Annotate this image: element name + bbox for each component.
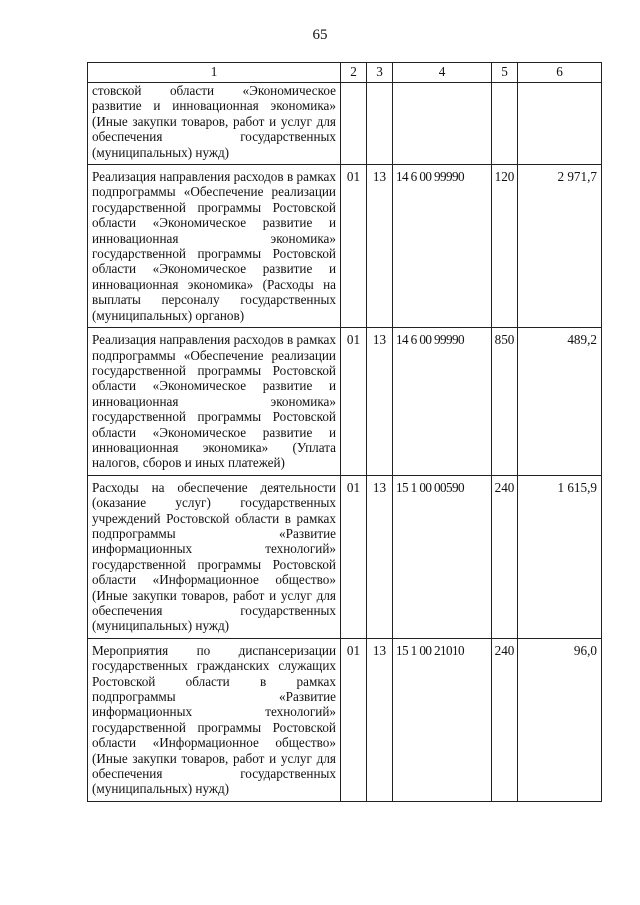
row-amount: 489,2	[518, 328, 602, 476]
row-subsection-code: 13	[367, 638, 393, 801]
row-target-article-code	[393, 83, 492, 165]
header-cell-2: 2	[341, 63, 367, 83]
row-section-code: 01	[341, 165, 367, 328]
budget-table	[87, 62, 602, 802]
table-row	[88, 638, 602, 801]
row-expense-type-code	[492, 83, 518, 165]
page-number: 65	[312, 27, 328, 43]
row-subsection-code	[367, 83, 393, 165]
header-cell-5: 5	[492, 63, 518, 83]
row-target-article-code: 14 6 00 99990	[393, 328, 492, 476]
row-description: Реализация направления расходов в рамках подпрограммы «Обеспечение реализации государственной программы Ростовской области «Экономическое развитие и инновационная экономика» государственной программы Ростовской области «Экономическое развитие и инновационная экономика» (Уплата налогов, сборов и иных платежей)	[88, 328, 341, 476]
table-header	[88, 63, 602, 83]
row-section-code: 01	[341, 638, 367, 801]
row-target-article-code: 14 6 00 99990	[393, 165, 492, 328]
row-section-code: 01	[341, 328, 367, 476]
table-row	[88, 475, 602, 638]
header-cell-3: 3	[367, 63, 393, 83]
row-amount: 96,0	[518, 638, 602, 801]
row-description: Мероприятия по диспансеризации государственных гражданских служащих Ростовской области в рамках подпрограммы «Развитие информационных технологий» государственной программы Ростовской области «Информационное общество» (Иные закупки товаров, работ и услуг для обеспечения государственных (муниципальных) нужд)	[88, 638, 341, 801]
row-section-code	[341, 83, 367, 165]
header-row	[88, 63, 602, 83]
row-target-article-code: 15 1 00 21010	[393, 638, 492, 801]
row-target-article-code: 15 1 00 00590	[393, 475, 492, 638]
table-row	[88, 328, 602, 476]
header-cell-1: 1	[88, 63, 341, 83]
row-expense-type-code: 240	[492, 638, 518, 801]
table-row	[88, 83, 602, 165]
table-row	[88, 165, 602, 328]
row-expense-type-code: 120	[492, 165, 518, 328]
row-subsection-code: 13	[367, 475, 393, 638]
row-subsection-code: 13	[367, 328, 393, 476]
row-expense-type-code: 240	[492, 475, 518, 638]
row-section-code: 01	[341, 475, 367, 638]
header-cell-6: 6	[518, 63, 602, 83]
row-description: Реализация направления расходов в рамках подпрограммы «Обеспечение реализации государственной программы Ростовской области «Экономическое развитие и инновационная экономика» государственной программы Ростовской области «Экономическое развитие и инновационная экономика» (Расходы на выплаты персоналу государственных (муниципальных) органов)	[88, 165, 341, 328]
row-description: Расходы на обеспечение деятельности (оказание услуг) государственных учреждений Ростовской области в рамках подпрограммы «Развитие информационных технологий» государственной программы Ростовской области «Информационное общество» (Иные закупки товаров, работ и услуг для обеспечения государственных (муниципальных) нужд)	[88, 475, 341, 638]
row-description: стовской области «Экономическое развитие и инновационная экономика» (Иные закупки товаров, работ и услуг для обеспечения государственных (муниципальных) нужд)	[88, 83, 341, 165]
row-subsection-code: 13	[367, 165, 393, 328]
row-amount	[518, 83, 602, 165]
row-expense-type-code: 850	[492, 328, 518, 476]
table-body	[88, 83, 602, 802]
header-cell-4: 4	[393, 63, 492, 83]
row-amount: 1 615,9	[518, 475, 602, 638]
row-amount: 2 971,7	[518, 165, 602, 328]
